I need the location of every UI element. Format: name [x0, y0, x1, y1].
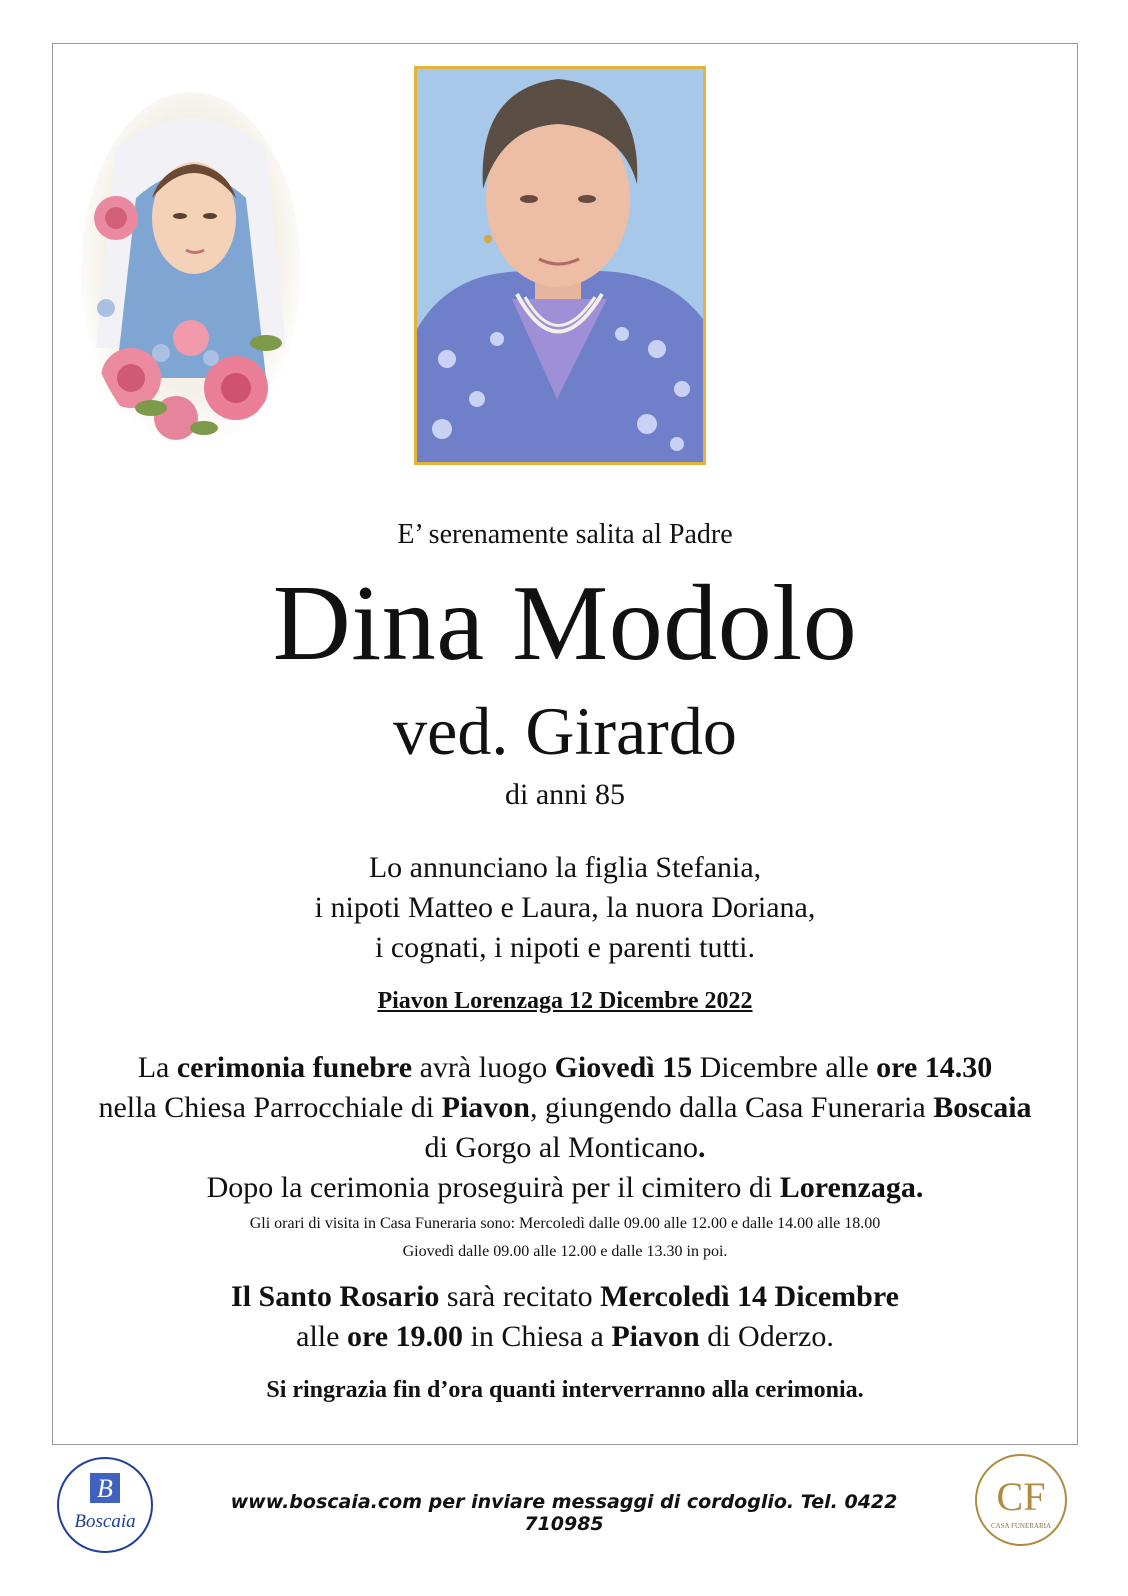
cf-logo-caption: CASA FUNERARIA — [990, 1522, 1052, 1530]
widow-of: ved. Girardo — [393, 693, 737, 769]
announcement — [52, 848, 1078, 968]
ceremony-line: Dopo la cerimonia proseguirà per il cimitero di Lorenzaga. — [206, 1171, 924, 1204]
ceremony-line: di Gorgo al Monticano. — [424, 1131, 706, 1164]
visiting-hours-line: Giovedì dalle 09.00 alle 12.00 e dalle 13.30 in poi. — [402, 1243, 728, 1260]
boscaia-logo-name: Boscaia — [74, 1511, 136, 1532]
ceremony-details — [52, 1048, 1078, 1208]
rosary-line: alle ore 19.00 in Chiesa a Piavon di Oderzo. — [296, 1320, 834, 1353]
footer-contact[interactable]: www.boscaia.com per inviare messaggi di cordoglio. Tel. 0422 710985 — [230, 1491, 898, 1535]
announcement-line: i cognati, i nipoti e parenti tutti. — [375, 931, 755, 964]
visiting-hours-line: Gli orari di visita in Casa Funeraria sono: Mercoledì dalle 09.00 alle 12.00 e dalle 14.00 alle 18.00 — [249, 1215, 881, 1232]
thanks-line: Si ringrazia fin d’ora quanti interverranno alla cerimonia. — [266, 1377, 864, 1403]
announcement-line: i nipoti Matteo e Laura, la nuora Doriana, — [314, 891, 816, 924]
age: di anni 85 — [505, 778, 625, 811]
cf-logo-letters: CF — [996, 1474, 1046, 1519]
rosary-line: Il Santo Rosario sarà recitato Mercoledì 14 Dicembre — [231, 1280, 899, 1313]
rosary-details — [52, 1277, 1078, 1357]
ceremony-line: La cerimonia funebre avrà luogo Giovedì 15 Dicembre alle ore 14.30 — [137, 1051, 993, 1084]
boscaia-logo[interactable] — [55, 1455, 155, 1555]
casa-funeraria-logo[interactable] — [973, 1452, 1069, 1548]
portrait-photo — [414, 66, 706, 465]
madonna-image — [76, 88, 306, 452]
ceremony-line: nella Chiesa Parrocchiale di Piavon, giungendo dalla Casa Funeraria Boscaia — [98, 1091, 1032, 1124]
deceased-name: Dina Modolo — [272, 564, 858, 683]
visiting-hours — [52, 1210, 1078, 1266]
intro-line: E’ serenamente salita al Padre — [397, 519, 733, 550]
announcement-line: Lo annunciano la figlia Stefania, — [368, 851, 762, 884]
place-date: Piavon Lorenzaga 12 Dicembre 2022 — [377, 988, 753, 1014]
boscaia-logo-letter: B — [97, 1474, 113, 1503]
